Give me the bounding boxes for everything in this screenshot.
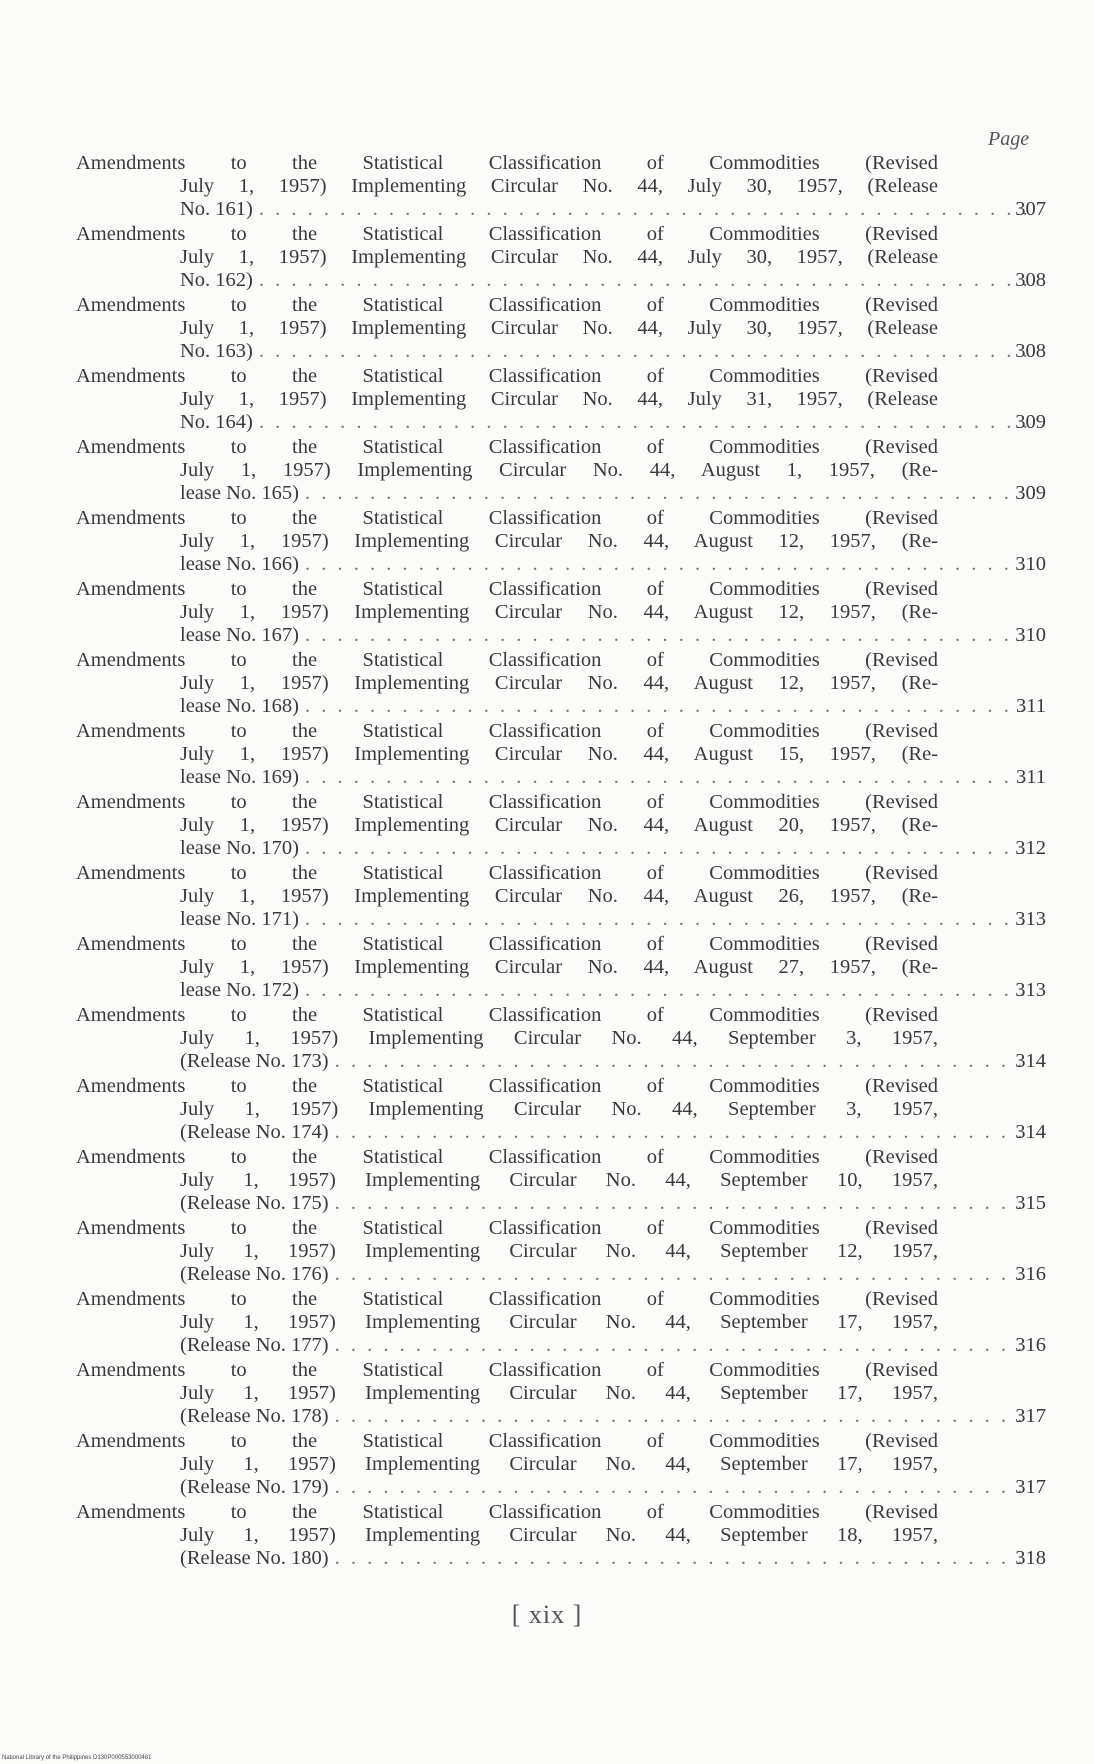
- entry-title-line: Amendments to the Statistical Classification of Commodities (Revised: [76, 578, 938, 600]
- entry-title-line: July 1, 1957) Implementing Circular No. 44, September 18, 1957,: [180, 1524, 938, 1546]
- entry-page-number: 311: [1016, 766, 1046, 788]
- dot-leader: [335, 1121, 1034, 1144]
- entry-title-line: lease No. 168): [180, 695, 299, 717]
- entry-page-number: 309: [1015, 482, 1046, 504]
- toc-entry: [76, 862, 1046, 933]
- dot-leader: [305, 553, 1034, 576]
- toc-entry: [76, 436, 1046, 507]
- scan-credit: National Library of the Philippines D130P000553000481: [2, 1755, 152, 1761]
- entry-title-line: July 1, 1957) Implementing Circular No. 44, September 17, 1957,: [180, 1382, 938, 1404]
- dot-leader: [305, 908, 1034, 931]
- entry-title-line: Amendments to the Statistical Classification of Commodities (Revised: [76, 791, 938, 813]
- toc-entry: [76, 365, 1046, 436]
- table-of-contents: [76, 152, 1046, 1572]
- toc-entry: [76, 791, 1046, 862]
- dot-leader: [259, 411, 1034, 434]
- entry-title-line: Amendments to the Statistical Classification of Commodities (Revised: [76, 649, 938, 671]
- entry-title-line: No. 161): [180, 198, 253, 220]
- entry-title-line: July 1, 1957) Implementing Circular No. 44, August 12, 1957, (Re-: [180, 601, 938, 623]
- entry-page-number: 314: [1015, 1050, 1046, 1072]
- entry-title-line: July 1, 1957) Implementing Circular No. 44, August 12, 1957, (Re-: [180, 530, 938, 552]
- entry-title-line: lease No. 169): [180, 766, 299, 788]
- entry-title-line: July 1, 1957) Implementing Circular No. 44, August 12, 1957, (Re-: [180, 672, 938, 694]
- toc-entry: [76, 1075, 1046, 1146]
- entry-title-line: Amendments to the Statistical Classification of Commodities (Revised: [76, 1501, 938, 1523]
- entry-title-line: Amendments to the Statistical Classification of Commodities (Revised: [76, 1075, 938, 1097]
- toc-entry: [76, 1359, 1046, 1430]
- dot-leader: [335, 1405, 1034, 1428]
- entry-title-line: July 1, 1957) Implementing Circular No. 44, August 26, 1957, (Re-: [180, 885, 938, 907]
- entry-page-number: 317: [1015, 1476, 1046, 1498]
- page-column-header: Page: [988, 128, 1030, 150]
- entry-title-line: Amendments to the Statistical Classification of Commodities (Revised: [76, 862, 938, 884]
- entry-page-number: 316: [1015, 1334, 1046, 1356]
- entry-title-line: Amendments to the Statistical Classification of Commodities (Revised: [76, 1359, 938, 1381]
- toc-entry: [76, 649, 1046, 720]
- entry-title-line: July 1, 1957) Implementing Circular No. 44, July 30, 1957, (Release: [180, 175, 938, 197]
- entry-title-line: No. 164): [180, 411, 253, 433]
- entry-title-line: lease No. 170): [180, 837, 299, 859]
- entry-title-line: (Release No. 176): [180, 1263, 329, 1285]
- entry-title-line: July 1, 1957) Implementing Circular No. 44, September 17, 1957,: [180, 1453, 938, 1475]
- entry-title-line: July 1, 1957) Implementing Circular No. 44, July 31, 1957, (Release: [180, 388, 938, 410]
- dot-leader: [335, 1050, 1034, 1073]
- entry-title-line: lease No. 172): [180, 979, 299, 1001]
- toc-entry: [76, 933, 1046, 1004]
- dot-leader: [305, 837, 1034, 860]
- entry-title-line: July 1, 1957) Implementing Circular No. 44, August 27, 1957, (Re-: [180, 956, 938, 978]
- toc-entry: [76, 152, 1046, 223]
- toc-entry: [76, 294, 1046, 365]
- entry-title-line: Amendments to the Statistical Classification of Commodities (Revised: [76, 1430, 938, 1452]
- dot-leader: [335, 1547, 1034, 1570]
- entry-title-line: (Release No. 178): [180, 1405, 329, 1427]
- entry-page-number: 315: [1015, 1192, 1046, 1214]
- entry-page-number: 312: [1015, 837, 1046, 859]
- entry-title-line: Amendments to the Statistical Classification of Commodities (Revised: [76, 1217, 938, 1239]
- entry-title-line: Amendments to the Statistical Classification of Commodities (Revised: [76, 1288, 938, 1310]
- entry-page-number: 308: [1015, 269, 1046, 291]
- entry-title-line: No. 162): [180, 269, 253, 291]
- entry-title-line: July 1, 1957) Implementing Circular No. 44, August 20, 1957, (Re-: [180, 814, 938, 836]
- toc-entry: [76, 1288, 1046, 1359]
- toc-entry: [76, 1146, 1046, 1217]
- dot-leader: [335, 1263, 1034, 1286]
- entry-page-number: 314: [1015, 1121, 1046, 1143]
- entry-title-line: Amendments to the Statistical Classification of Commodities (Revised: [76, 294, 938, 316]
- entry-page-number: 317: [1015, 1405, 1046, 1427]
- dot-leader: [305, 766, 1034, 789]
- entry-title-line: July 1, 1957) Implementing Circular No. 44, August 1, 1957, (Re-: [180, 459, 938, 481]
- dot-leader: [305, 624, 1034, 647]
- entry-title-line: (Release No. 174): [180, 1121, 329, 1143]
- entry-title-line: Amendments to the Statistical Classification of Commodities (Revised: [76, 223, 938, 245]
- entry-title-line: Amendments to the Statistical Classification of Commodities (Revised: [76, 152, 938, 174]
- entry-page-number: 310: [1015, 624, 1046, 646]
- entry-title-line: Amendments to the Statistical Classification of Commodities (Revised: [76, 933, 938, 955]
- entry-title-line: July 1, 1957) Implementing Circular No. 44, July 30, 1957, (Release: [180, 246, 938, 268]
- entry-page-number: 313: [1015, 979, 1046, 1001]
- entry-title-line: July 1, 1957) Implementing Circular No. 44, September 3, 1957,: [180, 1027, 938, 1049]
- entry-title-line: (Release No. 173): [180, 1050, 329, 1072]
- entry-title-line: No. 163): [180, 340, 253, 362]
- dot-leader: [305, 695, 1034, 718]
- toc-entry: [76, 1501, 1046, 1572]
- entry-title-line: Amendments to the Statistical Classification of Commodities (Revised: [76, 436, 938, 458]
- entry-title-line: Amendments to the Statistical Classification of Commodities (Revised: [76, 720, 938, 742]
- toc-entry: [76, 223, 1046, 294]
- dot-leader: [305, 979, 1034, 1002]
- entry-title-line: Amendments to the Statistical Classification of Commodities (Revised: [76, 365, 938, 387]
- entry-title-line: lease No. 165): [180, 482, 299, 504]
- entry-title-line: lease No. 167): [180, 624, 299, 646]
- entry-page-number: 311: [1016, 695, 1046, 717]
- entry-title-line: July 1, 1957) Implementing Circular No. 44, September 3, 1957,: [180, 1098, 938, 1120]
- entry-title-line: (Release No. 180): [180, 1547, 329, 1569]
- entry-page-number: 308: [1015, 340, 1046, 362]
- entry-title-line: lease No. 171): [180, 908, 299, 930]
- entry-page-number: 309: [1015, 411, 1046, 433]
- toc-entry: [76, 1430, 1046, 1501]
- toc-entry: [76, 720, 1046, 791]
- entry-title-line: July 1, 1957) Implementing Circular No. 44, September 17, 1957,: [180, 1311, 938, 1333]
- page-number: [ xix ]: [511, 1600, 583, 1629]
- entry-page-number: 313: [1015, 908, 1046, 930]
- dot-leader: [335, 1192, 1034, 1215]
- entry-title-line: July 1, 1957) Implementing Circular No. 44, September 12, 1957,: [180, 1240, 938, 1262]
- entry-title-line: July 1, 1957) Implementing Circular No. 44, July 30, 1957, (Release: [180, 317, 938, 339]
- entry-title-line: (Release No. 177): [180, 1334, 329, 1356]
- entry-title-line: Amendments to the Statistical Classification of Commodities (Revised: [76, 1004, 938, 1026]
- entry-title-line: (Release No. 175): [180, 1192, 329, 1214]
- dot-leader: [259, 340, 1034, 363]
- entry-page-number: 318: [1015, 1547, 1046, 1569]
- dot-leader: [335, 1476, 1034, 1499]
- entry-page-number: 310: [1015, 553, 1046, 575]
- dot-leader: [259, 198, 1034, 221]
- entry-page-number: 316: [1015, 1263, 1046, 1285]
- entry-title-line: Amendments to the Statistical Classification of Commodities (Revised: [76, 507, 938, 529]
- toc-entry: [76, 507, 1046, 578]
- toc-entry: [76, 1217, 1046, 1288]
- dot-leader: [259, 269, 1034, 292]
- entry-title-line: (Release No. 179): [180, 1476, 329, 1498]
- dot-leader: [335, 1334, 1034, 1357]
- toc-entry: [76, 578, 1046, 649]
- dot-leader: [305, 482, 1034, 505]
- entry-title-line: lease No. 166): [180, 553, 299, 575]
- entry-page-number: 307: [1015, 198, 1046, 220]
- entry-title-line: Amendments to the Statistical Classification of Commodities (Revised: [76, 1146, 938, 1168]
- entry-title-line: July 1, 1957) Implementing Circular No. 44, September 10, 1957,: [180, 1169, 938, 1191]
- entry-title-line: July 1, 1957) Implementing Circular No. 44, August 15, 1957, (Re-: [180, 743, 938, 765]
- toc-entry: [76, 1004, 1046, 1075]
